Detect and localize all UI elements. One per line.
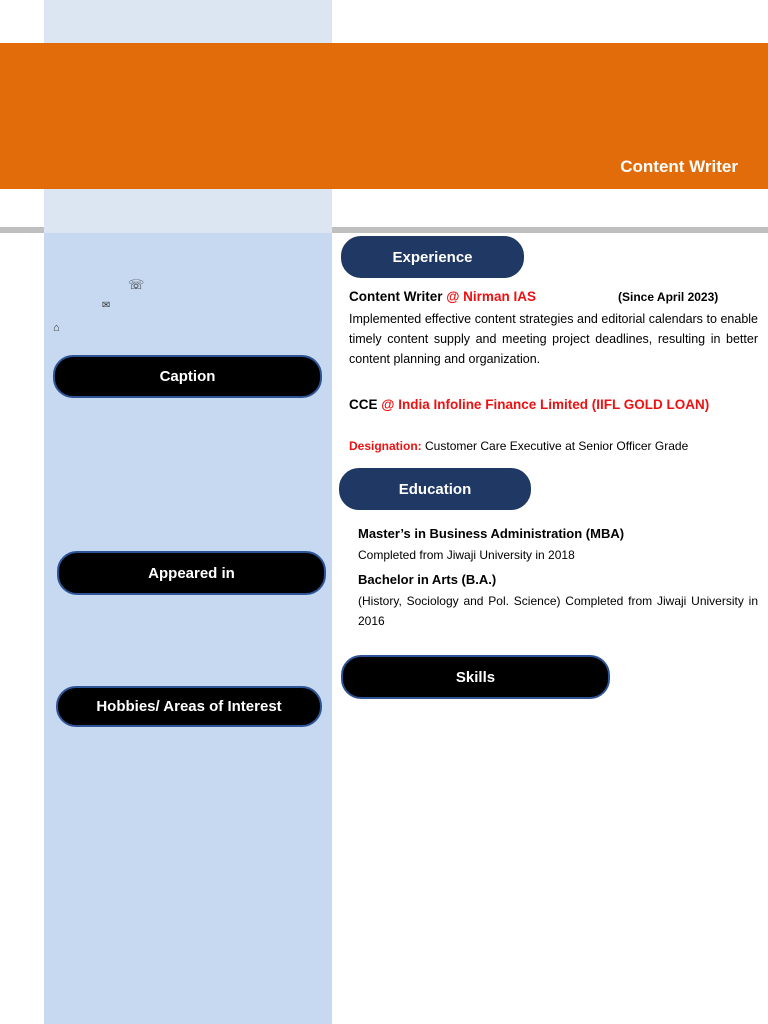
appeared-in-heading: Appeared in <box>57 551 326 595</box>
header-divider-left <box>44 227 332 233</box>
phone-icon: ☏ <box>128 277 145 292</box>
hobbies-heading: Hobbies/ Areas of Interest <box>56 686 322 727</box>
education-heading: Education <box>339 468 531 510</box>
job-title: Content Writer <box>620 157 738 176</box>
caption-heading: Caption <box>53 355 322 398</box>
job1-role: Content Writer <box>349 289 443 304</box>
degree1-title: Master’s in Business Administration (MBA) <box>358 526 625 541</box>
job2-title <box>349 395 709 415</box>
location-icon: ⌂ <box>53 322 60 334</box>
job2-designation <box>349 436 688 456</box>
designation-value: Customer Care Executive at Senior Officer Grade <box>425 439 689 453</box>
experience-heading: Experience <box>341 236 524 278</box>
degree1-detail: Completed from Jiwaji University in 2018 <box>358 548 575 562</box>
skills-heading: Skills <box>341 655 610 699</box>
degree2-detail: (History, Sociology and Pol. Science) Completed from Jiwaji University in 2016 <box>358 594 758 628</box>
job1-description: Implemented effective content strategies and editorial calendars to enable timely content supply and meeting project deadlines, resulting in better content planning and organization. <box>349 312 758 366</box>
degree2-title: Bachelor in Arts (B.A.) <box>358 572 497 587</box>
sidebar-panel <box>44 228 332 1024</box>
designation-label: Designation: <box>349 439 422 453</box>
job1-title <box>349 287 536 307</box>
mail-icon: ✉ <box>102 300 111 311</box>
job1-dates: (Since April 2023) <box>618 290 719 304</box>
job2-company: @ India Infoline Finance Limited (IIFL GOLD LOAN) <box>381 397 710 412</box>
job2-role: CCE <box>349 397 378 412</box>
job1-company: @ Nirman IAS <box>446 289 536 304</box>
